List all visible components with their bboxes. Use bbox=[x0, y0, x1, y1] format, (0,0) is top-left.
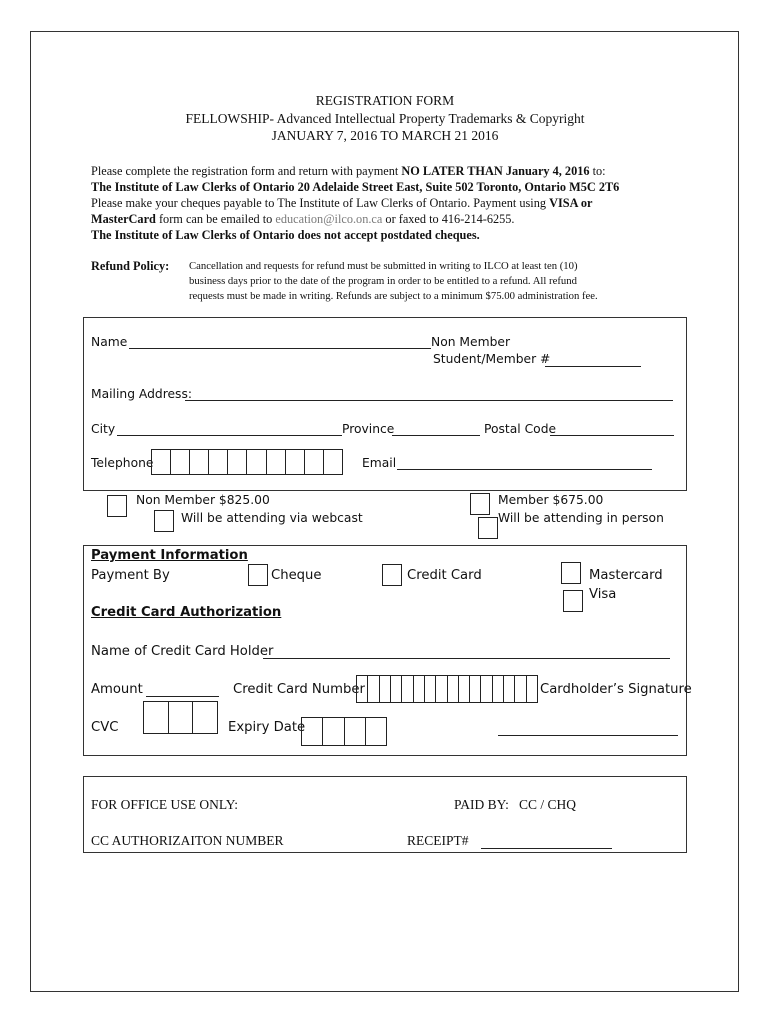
office-use-label: FOR OFFICE USE ONLY: bbox=[91, 797, 239, 812]
intro-line-1: Please complete the registration form and return with payment NO LATER THAN January 4, 2016 to: bbox=[91, 164, 606, 178]
non-member-checkbox[interactable] bbox=[107, 495, 127, 517]
mastercard-label: Mastercard bbox=[589, 568, 663, 583]
visa-label: Visa bbox=[589, 587, 617, 602]
refund-line-3: requests must be made in writing. Refunds are subject to a minimum $75.00 administration fee. bbox=[189, 290, 598, 302]
non-member-label: Non Member bbox=[431, 335, 511, 349]
name-field[interactable] bbox=[129, 348, 431, 349]
paid-by-label: PAID BY: CC / CHQ bbox=[454, 797, 577, 812]
postdated-notice: The Institute of Law Clerks of Ontario does not accept postdated cheques. bbox=[91, 228, 480, 242]
member-checkbox[interactable] bbox=[470, 493, 490, 515]
telephone-field[interactable] bbox=[151, 449, 343, 475]
province-field[interactable] bbox=[392, 435, 480, 436]
receipt-field[interactable] bbox=[481, 848, 612, 849]
email-link[interactable]: education@ilco.on.ca bbox=[275, 212, 383, 226]
cardholder-name-label: Name of Credit Card Holder bbox=[91, 644, 274, 659]
postal-code-field[interactable] bbox=[550, 435, 674, 436]
signature-field[interactable] bbox=[498, 735, 678, 736]
cc-number-field[interactable] bbox=[356, 675, 538, 703]
cvc-label: CVC bbox=[91, 720, 119, 735]
payment-heading: Payment Information bbox=[91, 548, 248, 563]
email-label: Email bbox=[362, 456, 397, 470]
postal-code-label: Postal Code bbox=[484, 422, 557, 436]
student-member-label: Student/Member # bbox=[433, 352, 551, 366]
cheque-checkbox[interactable] bbox=[248, 564, 268, 586]
amount-field[interactable] bbox=[146, 696, 219, 697]
webcast-checkbox[interactable] bbox=[154, 510, 174, 532]
cheque-label: Cheque bbox=[271, 568, 322, 583]
cc-authorization-heading: Credit Card Authorization bbox=[91, 605, 282, 620]
mailing-address-label: Mailing Address: bbox=[91, 387, 193, 401]
mailing-address-field[interactable] bbox=[185, 400, 673, 401]
intro-address: The Institute of Law Clerks of Ontario 20 Adelaide Street East, Suite 502 Toronto, Ontario M5C 2T6 bbox=[91, 180, 620, 194]
signature-label: Cardholder’s Signature bbox=[540, 682, 692, 697]
visa-checkbox[interactable] bbox=[563, 590, 583, 612]
expiry-label: Expiry Date bbox=[228, 720, 306, 735]
city-label: City bbox=[91, 422, 116, 436]
in-person-label: Will be attending in person bbox=[498, 511, 664, 525]
member-price: Member $675.00 bbox=[498, 493, 604, 507]
credit-card-label: Credit Card bbox=[407, 568, 482, 583]
mastercard-checkbox[interactable] bbox=[561, 562, 581, 584]
email-field[interactable] bbox=[397, 469, 652, 470]
payment-by-label: Payment By bbox=[91, 568, 170, 583]
member-number-field[interactable] bbox=[545, 366, 641, 367]
cardholder-name-field[interactable] bbox=[263, 658, 670, 659]
expiry-field[interactable] bbox=[301, 717, 387, 746]
intro-line-3: Please make your cheques payable to The Institute of Law Clerks of Ontario. Payment using VISA or bbox=[91, 196, 593, 210]
cc-number-label: Credit Card Number bbox=[233, 682, 365, 697]
name-label: Name bbox=[91, 335, 128, 349]
credit-card-checkbox[interactable] bbox=[382, 564, 402, 586]
program-dates: JANUARY 7, 2016 TO MARCH 21 2016 bbox=[271, 128, 499, 143]
receipt-label: RECEIPT# bbox=[407, 833, 469, 848]
cc-auth-number-label: CC AUTHORIZAITON NUMBER bbox=[91, 833, 284, 848]
refund-line-2: business days prior to the date of the program in order to be entitled to a refund. All refund bbox=[189, 275, 577, 287]
province-label: Province bbox=[342, 422, 395, 436]
cvc-field[interactable] bbox=[143, 701, 218, 734]
telephone-label: Telephone bbox=[91, 456, 154, 470]
refund-label: Refund Policy: bbox=[91, 259, 170, 273]
program-title: FELLOWSHIP- Advanced Intellectual Property Trademarks & Copyright bbox=[185, 111, 585, 126]
amount-label: Amount bbox=[91, 682, 143, 697]
form-title: REGISTRATION FORM bbox=[315, 93, 455, 108]
non-member-price: Non Member $825.00 bbox=[136, 493, 270, 507]
in-person-checkbox[interactable] bbox=[478, 517, 498, 539]
city-field[interactable] bbox=[117, 435, 342, 436]
webcast-label: Will be attending via webcast bbox=[181, 511, 363, 525]
intro-line-4: MasterCard form can be emailed to education@ilco.on.ca or faxed to 416-214-6255. bbox=[91, 212, 515, 226]
refund-line-1: Cancellation and requests for refund must be submitted in writing to ILCO at least ten (10) bbox=[189, 260, 578, 272]
